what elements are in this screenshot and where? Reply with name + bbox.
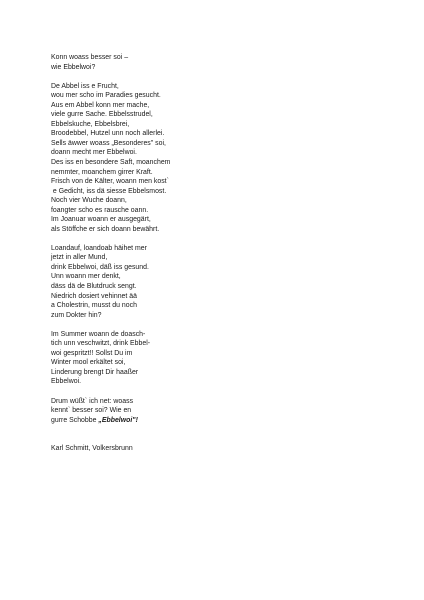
author-name: Karl Schmitt, Volkersbrunn: [51, 445, 133, 453]
poem-line: Ebbelwoi.: [51, 378, 82, 386]
poem-line: däss dä de Blutdruck sengt.: [51, 283, 137, 291]
poem-line: a Cholestrin, musst du noch: [51, 302, 137, 310]
poem-line: wou mer scho im Paradies gesucht.: [51, 92, 161, 100]
poem-line: kennt` besser soi? Wie en: [51, 407, 132, 415]
poem-line: Broodebbel, Hutzel unn noch allerlei.: [51, 130, 165, 138]
poem-line: foangter scho es rausche oann.: [51, 206, 149, 214]
poem-line: Im Joanuar woann er ausgegärt,: [51, 216, 151, 224]
poem: [51, 53, 381, 454]
stanza-gap: [51, 320, 381, 330]
poem-line: Niedrich dosiert vehinnet ää: [51, 292, 137, 300]
poem-line: drink Ebbelwoi, däß iss gesund.: [51, 263, 149, 271]
poem-line: Konn woass besser soi –: [51, 54, 129, 61]
poem-line-prefix: gurre Schobbe: [51, 416, 99, 424]
poem-line: jetzt in aller Mund,: [51, 254, 108, 262]
poem-line: doann mecht mer Ebbelwoi.: [51, 149, 137, 157]
stanza-gap: [51, 387, 381, 397]
poem-stanza-5: [51, 397, 381, 426]
poem-line: Linderung brengt Dir haaßer: [51, 368, 139, 376]
poem-stanza-1: [51, 53, 381, 72]
poem-line: nemmter, moanchem girrer Kraft.: [51, 168, 153, 176]
poem-line: Ebbelskuche, Ebbelsbrei,: [51, 120, 130, 128]
poem-line: Im Summer woann de doasch-: [51, 330, 146, 338]
poem-line: Frisch von de Kälter, woann men kost`: [51, 178, 169, 186]
poem-line: De Abbel iss e Frucht,: [51, 82, 119, 90]
poem-line: viele gurre Sache. Ebbelsstrudel,: [51, 111, 153, 119]
poem-line: zum Dokter hin?: [51, 311, 102, 319]
author-signature: [51, 444, 381, 454]
poem-line: als Stöffche er sich doann bewährt.: [51, 225, 160, 233]
stanza-gap: [51, 425, 381, 435]
stanza-gap: [51, 72, 381, 82]
stanza-gap: [51, 435, 381, 445]
poem-line: Loandauf, loandoab häihet mer: [51, 244, 147, 252]
stanza-gap: [51, 234, 381, 244]
poem-line: woi gespritzt!! Sollst Du im: [51, 349, 133, 357]
poem-line-final: [51, 416, 381, 426]
poem-line: wie Ebbelwoi?: [51, 63, 96, 71]
poem-line: Unn woann mer denkt,: [51, 273, 121, 281]
poem-emphasis: „Ebbelwoi"!: [98, 416, 138, 424]
poem-line: Des iss en besondere Saft, moanchem: [51, 158, 171, 166]
poem-stanza-4: [51, 330, 381, 387]
poem-line: tich unn veschwitzt, drink Ebbel-: [51, 340, 151, 348]
poem-line: e Gedicht, iss dä siesse Ebbelsmost.: [51, 187, 167, 195]
poem-line: Drum wüßt` ich net: woass: [51, 397, 134, 405]
poem-line: Noch vier Wuche doann,: [51, 197, 127, 205]
poem-line: Sells äwwer woass „Besonderes" soi,: [51, 139, 166, 147]
poem-stanza-3: [51, 244, 381, 320]
poem-line: Aus em Abbel konn mer mache,: [51, 101, 150, 109]
poem-line: Winter mool erkältet soi,: [51, 359, 126, 367]
poem-stanza-2: [51, 82, 381, 235]
